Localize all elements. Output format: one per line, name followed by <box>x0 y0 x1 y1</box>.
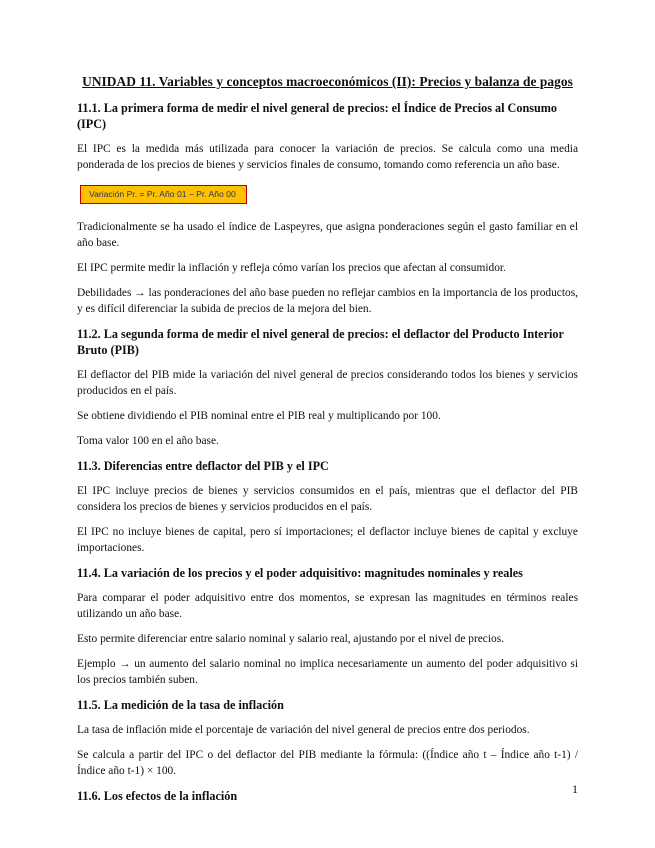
section-heading-11-3: 11.3. Diferencias entre deflactor del PIB y el IPC <box>77 459 329 473</box>
paragraph: Tradicionalmente se ha usado el índice de Laspeyres, que asigna ponderaciones según el gasto familiar en el año base. <box>77 221 578 249</box>
document-title: UNIDAD 11. Variables y conceptos macroeconómicos (II): Precios y balanza de pagos <box>82 74 573 89</box>
section-heading-11-4: 11.4. La variación de los precios y el poder adquisitivo: magnitudes nominales y reales <box>77 566 523 580</box>
section-heading-11-6: 11.6. Los efectos de la inflación <box>77 789 238 803</box>
paragraph: El IPC es la medida más utilizada para conocer la variación de precios. Se calcula como una media ponderada de los precios de bienes y servicios finales de consumo, tomando como referencia un año base. <box>77 143 578 171</box>
paragraph: Esto permite diferenciar entre salario nominal y salario real, ajustando por el nivel de precios. <box>77 633 504 645</box>
section-heading-11-1: 11.1. La primera forma de medir el nivel general de precios: el Índice de Precios al Consumo (IPC) <box>77 101 557 131</box>
paragraph: Ejemplo → un aumento del salario nominal no implica necesariamente un aumento del poder adquisitivo si los precios también suben. <box>77 658 578 686</box>
paragraph: Se calcula a partir del IPC o del deflactor del PIB mediante la fórmula: ((Índice año t – Índice año t-1) / Índice año t-1) × 100. <box>77 749 578 777</box>
section-heading-11-2: 11.2. La segunda forma de medir el nivel general de precios: el deflactor del Producto Interior Bruto (PIB) <box>77 327 564 357</box>
section-heading-11-5: 11.5. La medición de la tasa de inflación <box>77 698 284 712</box>
paragraph: Para comparar el poder adquisitivo entre dos momentos, se expresan las magnitudes en términos reales utilizando un año base. <box>77 592 578 620</box>
page-number: 1 <box>572 782 578 796</box>
paragraph: El IPC incluye precios de bienes y servicios consumidos en el país, mientras que el deflactor del PIB considera los precios de bienes y servicios producidos en el país. <box>77 485 578 513</box>
paragraph: Se obtiene dividiendo el PIB nominal entre el PIB real y multiplicando por 100. <box>77 410 441 422</box>
paragraph: Toma valor 100 en el año base. <box>77 435 219 447</box>
formula-box: Variación Pr. = Pr. Año 01 – Pr. Año 00 <box>80 185 247 204</box>
paragraph: Debilidades → las ponderaciones del año base pueden no reflejar cambios en la importancia de los productos, y es difícil diferenciar la subida de precios de la mejora del bien. <box>77 287 578 315</box>
paragraph: La tasa de inflación mide el porcentaje de variación del nivel general de precios entre dos periodos. <box>77 724 530 736</box>
paragraph: El deflactor del PIB mide la variación del nivel general de precios considerando todos los bienes y servicios producidos en el país. <box>77 369 578 397</box>
paragraph: El IPC no incluye bienes de capital, pero sí importaciones; el deflactor incluye bienes de capital y excluye importaciones. <box>77 526 578 554</box>
paragraph: El IPC permite medir la inflación y refleja cómo varían los precios que afectan al consumidor. <box>77 262 506 274</box>
